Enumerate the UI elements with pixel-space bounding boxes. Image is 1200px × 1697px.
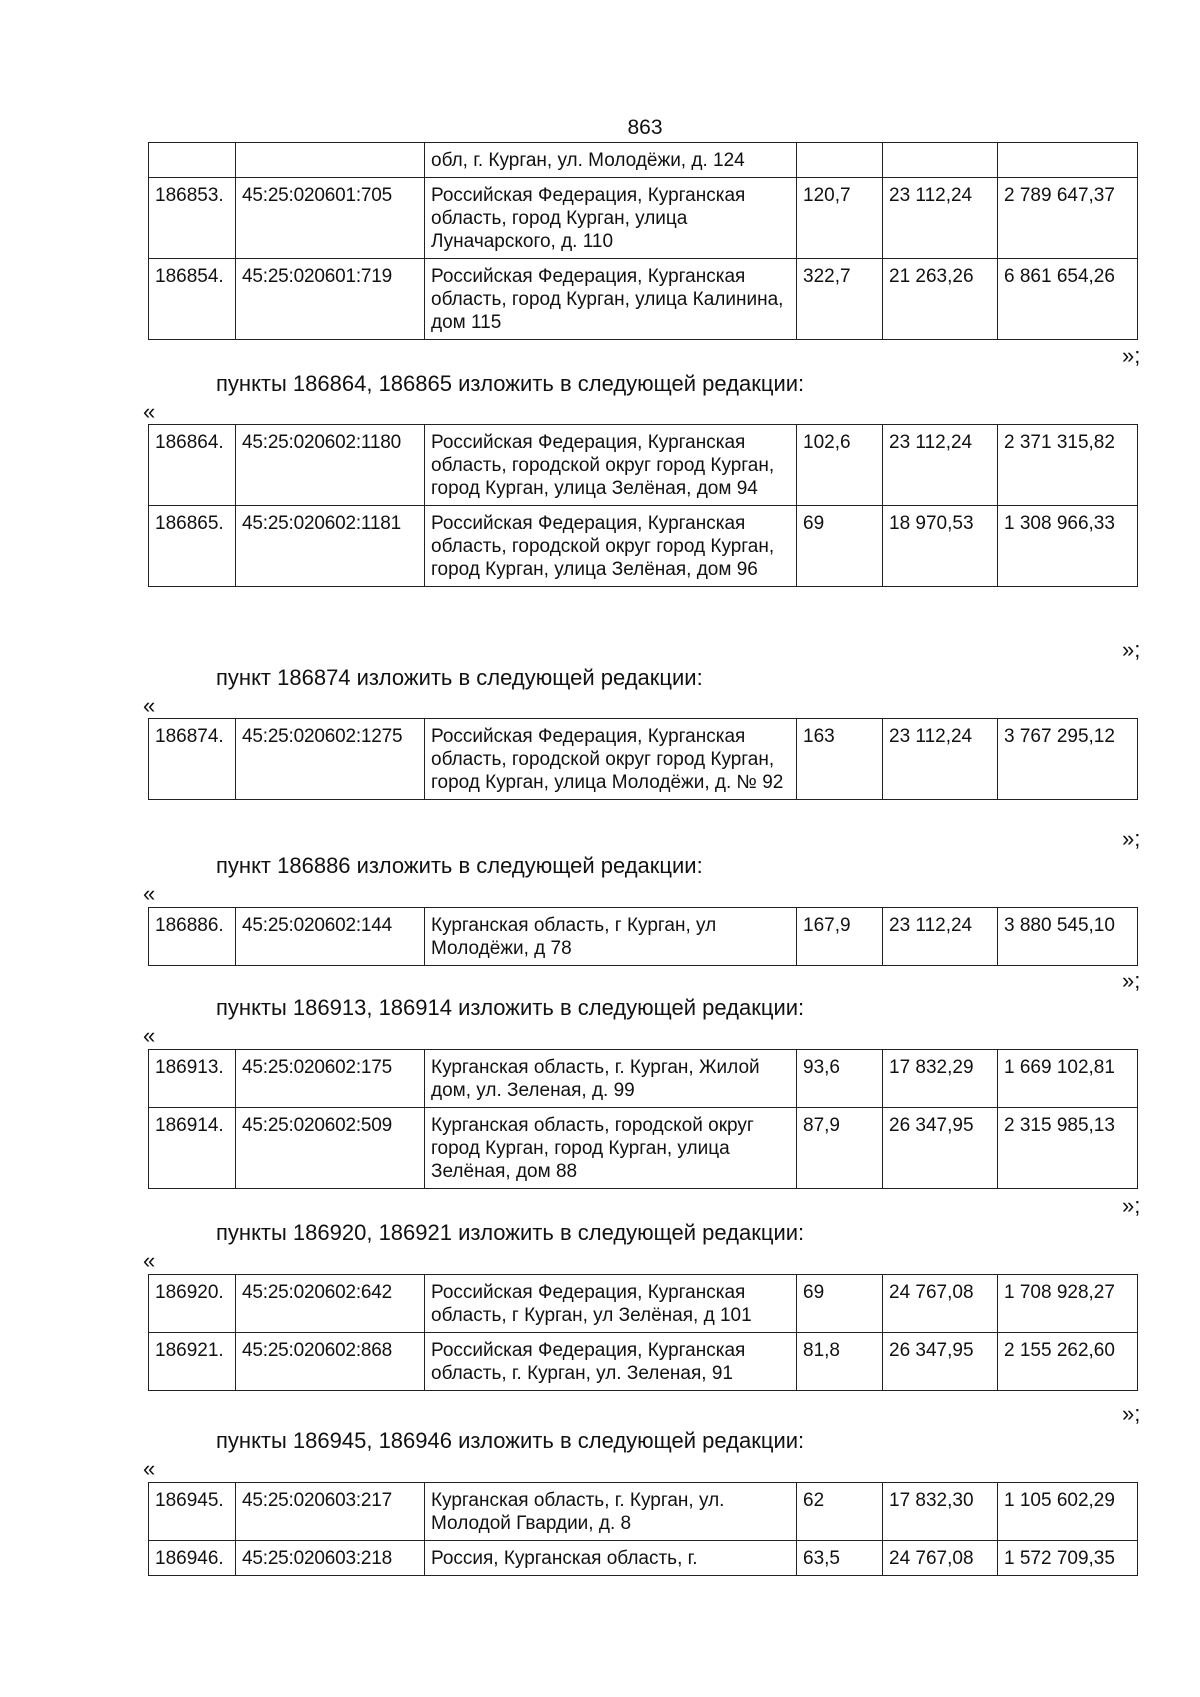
- unit-price: 23 112,24: [883, 719, 998, 800]
- unit-price: 18 970,53: [883, 506, 998, 587]
- item-number: 186874.: [149, 719, 236, 800]
- cadastral-number: 45:25:020603:217: [236, 1483, 425, 1541]
- cadastral-value: [998, 143, 1138, 178]
- unit-price: 23 112,24: [883, 178, 998, 259]
- item-number: 186921.: [149, 1333, 236, 1391]
- property-table: [148, 1274, 1138, 1391]
- amendment-instruction: пункты 186864, 186865 изложить в следующей редакции:: [216, 371, 805, 396]
- area: 322,7: [797, 259, 883, 340]
- closing-quote: »;: [1122, 826, 1141, 851]
- cadastral-number: 45:25:020602:509: [236, 1108, 425, 1189]
- closing-quote: »;: [1122, 1401, 1141, 1426]
- address: Курганская область, городской округ город Курган, город Курган, улица Зелёная, дом 88: [425, 1108, 797, 1189]
- opening-quote: «: [143, 1023, 156, 1048]
- address: Российская Федерация, Курганская область, г. Курган, ул. Зеленая, 91: [425, 1333, 797, 1391]
- cadastral-value: 2 371 315,82: [998, 425, 1138, 506]
- address: Российская Федерация, Курганская область, город Курган, улица Луначарского, д. 110: [425, 178, 797, 259]
- unit-price: 24 767,08: [883, 1275, 998, 1333]
- cadastral-number: 45:25:020602:868: [236, 1333, 425, 1391]
- table-row: [149, 1050, 1138, 1108]
- table-row: [149, 908, 1138, 966]
- amendment-instruction: пункты 186945, 186946 изложить в следующей редакции:: [216, 1428, 805, 1453]
- cadastral-number: 45:25:020601:705: [236, 178, 425, 259]
- table-row: [149, 1541, 1138, 1576]
- opening-quote: «: [143, 881, 156, 906]
- item-number: 186854.: [149, 259, 236, 340]
- unit-price: 17 832,30: [883, 1483, 998, 1541]
- closing-quote: »;: [1122, 637, 1141, 662]
- area: 163: [797, 719, 883, 800]
- closing-quote: »;: [1122, 968, 1141, 993]
- cadastral-number: 45:25:020601:719: [236, 259, 425, 340]
- amendment-instruction: пункты 186913, 186914 изложить в следующей редакции:: [216, 995, 805, 1020]
- property-table: [148, 718, 1138, 800]
- amendment-instruction: пункт 186874 изложить в следующей редакции:: [216, 665, 703, 690]
- page-number: 863: [627, 116, 663, 139]
- table-row: [149, 425, 1138, 506]
- area: [797, 143, 883, 178]
- cadastral-value: 6 861 654,26: [998, 259, 1138, 340]
- address: Курганская область, г Курган, ул Молодёжи, д 78: [425, 908, 797, 966]
- address: Россия, Курганская область, г.: [425, 1541, 797, 1576]
- table-row: [149, 719, 1138, 800]
- item-number: 186914.: [149, 1108, 236, 1189]
- area: 63,5: [797, 1541, 883, 1576]
- cadastral-value: 3 767 295,12: [998, 719, 1138, 800]
- cadastral-number: [236, 143, 425, 178]
- property-table: [148, 1049, 1138, 1189]
- cadastral-number: 45:25:020602:144: [236, 908, 425, 966]
- item-number: 186865.: [149, 506, 236, 587]
- amendment-instruction: пункты 186920, 186921 изложить в следующей редакции:: [216, 1220, 805, 1245]
- cadastral-value: 1 308 966,33: [998, 506, 1138, 587]
- item-number: 186946.: [149, 1541, 236, 1576]
- address: Курганская область, г. Курган, ул. Молодой Гвардии, д. 8: [425, 1483, 797, 1541]
- area: 102,6: [797, 425, 883, 506]
- unit-price: 24 767,08: [883, 1541, 998, 1576]
- cadastral-number: 45:25:020602:1180: [236, 425, 425, 506]
- table-row: [149, 1275, 1138, 1333]
- item-number: 186864.: [149, 425, 236, 506]
- cadastral-value: 2 315 985,13: [998, 1108, 1138, 1189]
- unit-price: [883, 143, 998, 178]
- item-number: 186886.: [149, 908, 236, 966]
- amendment-instruction: пункт 186886 изложить в следующей редакции:: [216, 853, 703, 878]
- opening-quote: «: [143, 693, 156, 718]
- address: Курганская область, г. Курган, Жилой дом, ул. Зеленая, д. 99: [425, 1050, 797, 1108]
- cadastral-value: 1 708 928,27: [998, 1275, 1138, 1333]
- property-table-continuation: [148, 142, 1138, 340]
- item-number: 186920.: [149, 1275, 236, 1333]
- cadastral-number: 45:25:020602:642: [236, 1275, 425, 1333]
- table-row: [149, 259, 1138, 340]
- item-number: 186853.: [149, 178, 236, 259]
- address: Российская Федерация, Курганская область, город Курган, улица Калинина, дом 115: [425, 259, 797, 340]
- area: 120,7: [797, 178, 883, 259]
- unit-price: 26 347,95: [883, 1108, 998, 1189]
- property-table: [148, 424, 1138, 587]
- unit-price: 17 832,29: [883, 1050, 998, 1108]
- area: 167,9: [797, 908, 883, 966]
- opening-quote: «: [143, 1456, 156, 1481]
- cadastral-number: 45:25:020602:1275: [236, 719, 425, 800]
- area: 69: [797, 1275, 883, 1333]
- cadastral-value: 1 669 102,81: [998, 1050, 1138, 1108]
- unit-price: 23 112,24: [883, 908, 998, 966]
- item-number: [149, 143, 236, 178]
- table-row: [149, 1483, 1138, 1541]
- area: 62: [797, 1483, 883, 1541]
- item-number: 186913.: [149, 1050, 236, 1108]
- property-table: [148, 1482, 1138, 1576]
- address: Российская Федерация, Курганская область, городской округ город Курган, город Курган, улица Молодёжи, д. № 92: [425, 719, 797, 800]
- closing-quote: »;: [1122, 343, 1141, 368]
- area: 87,9: [797, 1108, 883, 1189]
- cadastral-number: 45:25:020602:1181: [236, 506, 425, 587]
- opening-quote: «: [143, 399, 156, 424]
- opening-quote: «: [143, 1248, 156, 1273]
- address: обл, г. Курган, ул. Молодёжи, д. 124: [425, 143, 797, 178]
- table-row: [149, 506, 1138, 587]
- cadastral-value: 2 789 647,37: [998, 178, 1138, 259]
- cadastral-value: 1 572 709,35: [998, 1541, 1138, 1576]
- item-number: 186945.: [149, 1483, 236, 1541]
- cadastral-number: 45:25:020602:175: [236, 1050, 425, 1108]
- area: 93,6: [797, 1050, 883, 1108]
- address: Российская Федерация, Курганская область, г Курган, ул Зелёная, д 101: [425, 1275, 797, 1333]
- table-row: [149, 143, 1138, 178]
- area: 69: [797, 506, 883, 587]
- unit-price: 23 112,24: [883, 425, 998, 506]
- cadastral-value: 1 105 602,29: [998, 1483, 1138, 1541]
- table-row: [149, 1108, 1138, 1189]
- closing-quote: »;: [1122, 1193, 1141, 1218]
- unit-price: 21 263,26: [883, 259, 998, 340]
- unit-price: 26 347,95: [883, 1333, 998, 1391]
- cadastral-value: 2 155 262,60: [998, 1333, 1138, 1391]
- cadastral-value: 3 880 545,10: [998, 908, 1138, 966]
- table-row: [149, 1333, 1138, 1391]
- property-table: [148, 907, 1138, 966]
- address: Российская Федерация, Курганская область, городской округ город Курган, город Курган, улица Зелёная, дом 96: [425, 506, 797, 587]
- table-row: [149, 178, 1138, 259]
- address: Российская Федерация, Курганская область, городской округ город Курган, город Курган, улица Зелёная, дом 94: [425, 425, 797, 506]
- area: 81,8: [797, 1333, 883, 1391]
- cadastral-number: 45:25:020603:218: [236, 1541, 425, 1576]
